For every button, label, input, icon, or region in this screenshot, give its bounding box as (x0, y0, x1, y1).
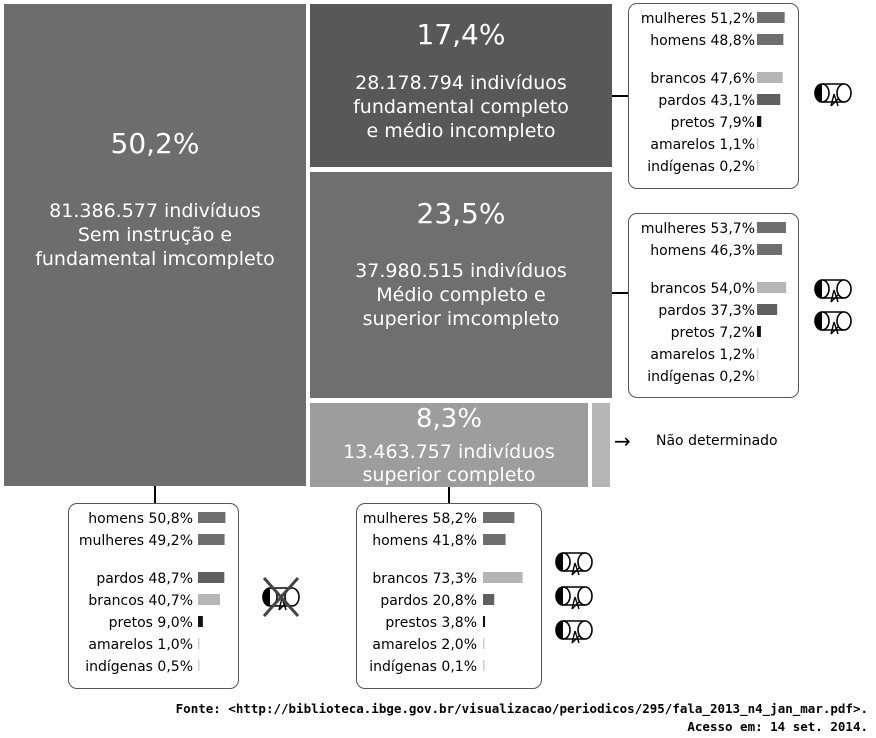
block-count: 81.386.577 indivíduos (49, 200, 261, 222)
breakdown-label: prestos 3,8% (385, 615, 477, 631)
block-count: 37.980.515 indivíduos (355, 260, 567, 282)
breakdown-label: pardos 48,7% (96, 571, 193, 587)
source-url: Fonte: <http://biblioteca.ibge.gov.br/visualizacao/periodicos/295/fala_2013_n4_jan_mar.pdf>. (175, 701, 868, 716)
undetermined-label: Não determinado (656, 433, 778, 449)
diploma-scroll-icon (556, 553, 592, 575)
breakdown-label: indígenas 0,5% (85, 659, 193, 675)
block-count: 13.463.757 indivíduos (343, 441, 555, 463)
breakdown-label: homens 41,8% (372, 533, 477, 549)
block-percent: 23,5% (416, 197, 506, 230)
breakdown-label: brancos 40,7% (88, 593, 193, 609)
breakdown-label: pretos 9,0% (108, 615, 193, 631)
breakdown-label: amarelos 2,0% (372, 637, 477, 653)
diploma-scroll-icon (815, 312, 851, 334)
breakdown-label: brancos 54,0% (650, 281, 755, 297)
breakdown-label: mulheres 53,7% (640, 221, 755, 237)
diploma-scroll-icon (556, 621, 592, 643)
breakdown-label: amarelos 1,2% (650, 347, 755, 363)
breakdown-label: brancos 47,6% (650, 71, 755, 87)
diploma-scroll-icon (815, 84, 851, 106)
block-line: superior imcompleto (362, 308, 560, 330)
diploma-scroll-icon (815, 280, 851, 302)
breakdown-label: amarelos 1,0% (88, 637, 193, 653)
breakdown-label: pardos 20,8% (380, 593, 477, 609)
diploma-scroll-icon (556, 587, 592, 609)
breakdown-label: indígenas 0,1% (369, 659, 477, 675)
block-line: e médio incompleto (366, 120, 556, 142)
block-line: fundamental completo (353, 96, 569, 118)
breakdown-label: indígenas 0,2% (647, 159, 755, 175)
breakdown-label: mulheres 49,2% (78, 533, 193, 549)
source-access-date: Acesso em: 14 set. 2014. (687, 719, 868, 734)
block-line: superior completo (362, 464, 536, 486)
block-percent: 17,4% (416, 18, 506, 51)
arrow-right-icon: → (614, 429, 631, 453)
block-line: Médio completo e (376, 284, 546, 306)
block-percent: 50,2% (110, 127, 200, 160)
breakdown-label: pretos 7,2% (670, 325, 755, 341)
breakdown-label: homens 50,8% (88, 511, 193, 527)
breakdown-label: homens 46,3% (650, 243, 755, 259)
breakdown-label: pardos 37,3% (658, 303, 755, 319)
breakdown-label: homens 48,8% (650, 33, 755, 49)
block-line: Sem instrução e (77, 224, 233, 246)
source-citation (176, 700, 868, 736)
breakdown-label: pretos 7,9% (670, 115, 755, 131)
breakdown-label: mulheres 58,2% (362, 511, 477, 527)
breakdown-label: brancos 73,3% (372, 571, 477, 587)
block-line: fundamental imcompleto (35, 248, 275, 270)
breakdown-label: amarelos 1,1% (650, 137, 755, 153)
block-percent: 8,3% (415, 404, 483, 434)
breakdown-label: indígenas 0,2% (647, 369, 755, 385)
breakdown-label: pardos 43,1% (658, 93, 755, 109)
breakdown-label: mulheres 51,2% (640, 11, 755, 27)
crossed-diploma-icon (263, 578, 299, 616)
block-count: 28.178.794 indivíduos (355, 72, 567, 94)
